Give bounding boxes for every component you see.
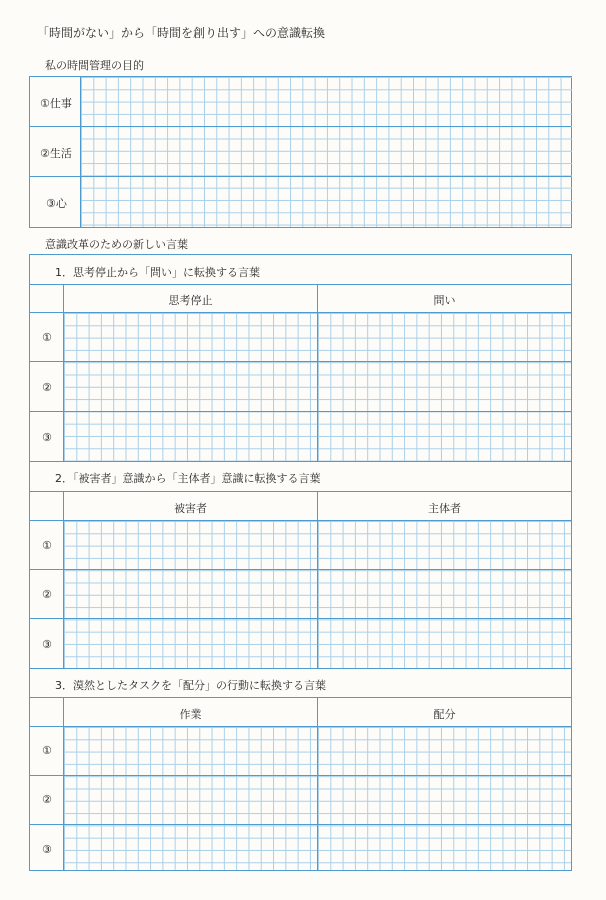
reform-table — [29, 254, 572, 871]
section2-right-grid[interactable] — [318, 521, 571, 668]
section3-left-grid[interactable] — [64, 727, 317, 870]
purpose-row-mind: ③心 — [46, 197, 67, 210]
section1-row-2: ② — [42, 381, 52, 394]
purpose-heading: 私の時間管理の目的 — [45, 59, 144, 72]
section3-title: 3．漠然としたタスクを「配分」の行動に転換する言葉 — [55, 679, 326, 692]
section2-col-left: 被害者 — [174, 502, 207, 515]
purpose-table — [29, 76, 572, 228]
section3-col-left: 作業 — [179, 708, 202, 721]
reform-heading: 意識改革のための新しい言葉 — [45, 238, 188, 251]
section2-row-1: ① — [42, 539, 52, 552]
section2-title: 2．「被害者」意識から「主体者」意識に転換する言葉 — [55, 472, 321, 485]
section2-col-right: 主体者 — [428, 502, 461, 515]
section2-left-grid[interactable] — [64, 521, 317, 668]
section3-right-grid[interactable] — [318, 727, 571, 870]
section2-row-3: ③ — [42, 638, 52, 651]
section1-left-grid[interactable] — [64, 313, 317, 461]
purpose-row-life: ②生活 — [40, 147, 72, 160]
page-title: 「時間がない」から「時間を創り出す」への意識転換 — [37, 26, 326, 40]
section1-col-right: 問い — [433, 294, 456, 307]
section3-row-3: ③ — [42, 843, 52, 856]
section1-right-grid[interactable] — [318, 313, 571, 461]
section1-row-3: ③ — [42, 431, 52, 444]
section2-row-2: ② — [42, 588, 52, 601]
section1-col-left: 思考停止 — [168, 294, 213, 307]
section3-row-2: ② — [42, 793, 52, 806]
section1-row-1: ① — [42, 331, 52, 344]
section1-title: 1．思考停止から「問い」に転換する言葉 — [55, 266, 260, 279]
section3-row-1: ① — [42, 744, 52, 757]
purpose-grid[interactable] — [81, 77, 572, 227]
purpose-row-work: ①仕事 — [40, 97, 72, 110]
section3-col-right: 配分 — [433, 708, 456, 721]
